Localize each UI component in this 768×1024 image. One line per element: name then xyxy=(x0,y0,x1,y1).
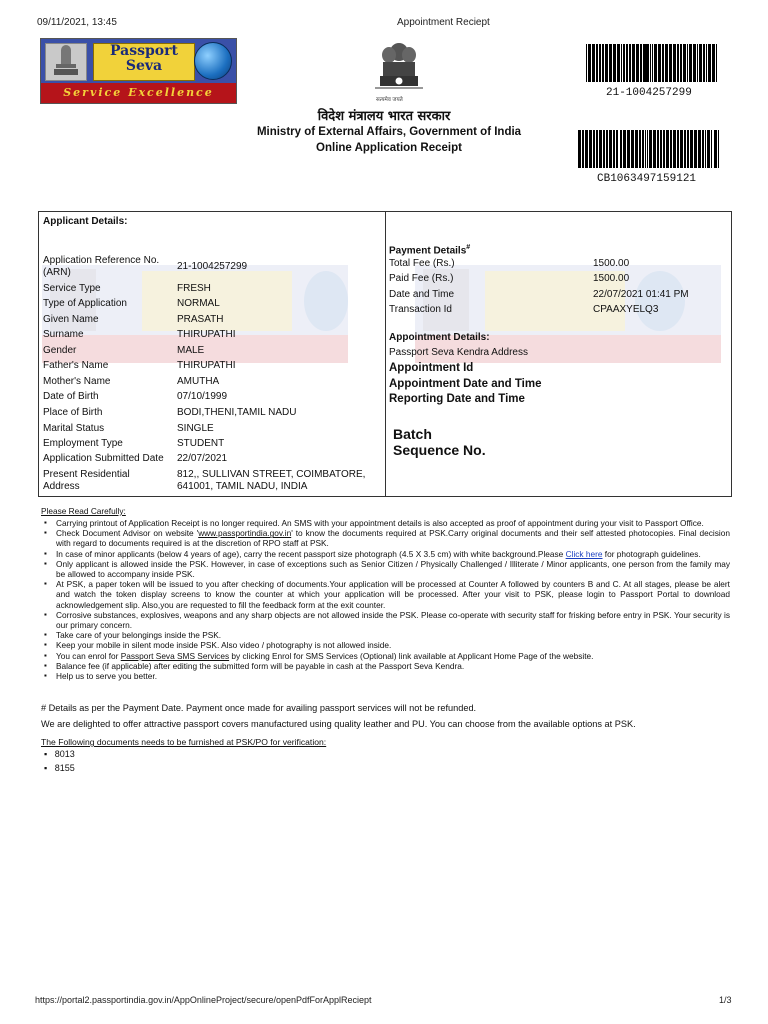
barcode-bar xyxy=(631,130,634,168)
documents-heading: The Following documents needs to be furnished at PSK/PO for verification: xyxy=(41,737,327,747)
value-submitted-date: 22/07/2021 xyxy=(177,453,228,464)
barcode-bar xyxy=(693,44,696,82)
barcode-bar xyxy=(712,44,715,82)
barcode-bar xyxy=(588,44,591,82)
barcode-bar xyxy=(673,44,676,82)
barcode-bar xyxy=(714,130,717,168)
value-paid-fee: 1500.00 xyxy=(593,273,630,284)
barcode-bar xyxy=(645,130,646,168)
barcode-bar xyxy=(697,44,698,82)
barcode-bar xyxy=(606,130,608,168)
label-mothers-name: Mother's Name xyxy=(43,376,111,387)
barcode-bar xyxy=(632,44,635,82)
barcode-bar xyxy=(699,44,702,82)
value-marital-status: SINGLE xyxy=(177,423,214,434)
label-fathers-name: Father's Name xyxy=(43,360,109,371)
applicant-details-heading: Applicant Details: xyxy=(43,216,128,227)
barcode-bar xyxy=(640,44,642,82)
barcode-bar xyxy=(657,130,659,168)
barcode-bar xyxy=(669,44,672,82)
value-fathers-name: THIRUPATHI xyxy=(177,360,236,371)
barcode-bar xyxy=(711,130,712,168)
notes-list xyxy=(40,518,730,681)
label-sequence-no: Sequence No. xyxy=(393,442,486,458)
barcode-bar xyxy=(621,44,622,82)
barcode-bar xyxy=(623,130,626,168)
note-item: ▪ Keep your mobile in silent mode inside PSK. Also video / photography is not allowed inside. xyxy=(40,640,730,650)
barcode-bar xyxy=(684,130,686,168)
barcode-bar xyxy=(662,44,664,82)
label-place-of-birth: Place of Birth xyxy=(43,407,103,418)
table-divider xyxy=(385,212,386,497)
barcode-bar xyxy=(658,44,661,82)
note-item: ▪ You can enrol for Passport Seva SMS Services by clicking Enrol for SMS Services (Optional) link available at Applicant Home Page of the website. xyxy=(40,651,730,661)
barcode-bar xyxy=(666,130,669,168)
note-item: ▪ Take care of your belongings inside the PSK. xyxy=(40,630,730,640)
value-date-of-birth: 07/10/1999 xyxy=(177,391,228,402)
label-transaction-id: Transaction Id xyxy=(389,304,452,315)
label-batch: Batch xyxy=(393,426,432,442)
sms-services-link[interactable]: Passport Seva SMS Services xyxy=(120,650,230,661)
barcode-bar xyxy=(690,130,693,168)
label-appointment-date-time: Appointment Date and Time xyxy=(389,378,542,390)
ministry-title: Ministry of External Affairs, Government of India xyxy=(256,126,522,138)
barcode-bar xyxy=(617,44,620,82)
logo-tagline: Service Excellence xyxy=(63,86,214,99)
label-submitted-date: Application Submitted Date xyxy=(43,453,164,464)
value-employment-type: STUDENT xyxy=(177,438,225,449)
barcode-bar xyxy=(623,44,625,82)
barcode-bar xyxy=(613,44,616,82)
barcode-bar xyxy=(613,130,615,168)
note-item: ▪ At PSK, a paper token will be issued to you after checking of documents.Your application will be processed at Counter A followed by counters B and C. At all stages, please be alert and watch the token display screens to know the counter at which your application will be processed. After your visit to PSK, please login to Passport Portal to download acknowledgement slip. Also,you are requested to fill the feedback form at the exit counter. xyxy=(40,579,730,610)
barcode-bar xyxy=(635,130,638,168)
barcode-bar xyxy=(718,130,719,168)
label-total-fee: Total Fee (Rs.) xyxy=(389,258,455,269)
barcode-bar xyxy=(609,130,612,168)
label-appointment-id: Appointment Id xyxy=(389,362,474,374)
barcode-bar xyxy=(665,44,668,82)
barcode-bar xyxy=(652,44,653,82)
value-surname: THIRUPATHI xyxy=(177,329,236,340)
barcode-bar xyxy=(620,130,622,168)
barcode-bar xyxy=(660,130,662,168)
cb-barcode xyxy=(576,130,722,168)
label-date-of-birth: Date of Birth xyxy=(43,391,99,402)
barcode-bar xyxy=(706,44,707,82)
barcode-bar xyxy=(646,44,649,82)
value-place-of-birth: BODI,THENI,TAMIL NADU xyxy=(177,407,297,418)
barcode-bar xyxy=(687,130,689,168)
payment-details-heading: Payment Details# xyxy=(389,244,471,257)
emblem-icon xyxy=(45,43,87,81)
note-item: ▪ Check Document Advisor on website 'www.passportindia.gov.in' to know the documents required at PSK.Carry original documents and their self attested photocopies. Final decision with regard to documents required is at the discretion of RPO staff at PSK. xyxy=(40,528,730,548)
label-service-type: Service Type xyxy=(43,283,101,294)
arn-barcode xyxy=(584,44,720,82)
logo-line1: Passport xyxy=(110,43,178,59)
label-given-name: Given Name xyxy=(43,314,99,325)
barcode-bar xyxy=(605,44,608,82)
barcode-bar xyxy=(602,44,604,82)
print-title: Appointment Reciept xyxy=(397,17,490,28)
barcode-bar xyxy=(592,44,595,82)
barcode-bar xyxy=(627,130,630,168)
notes-heading: Please Read Carefully: xyxy=(41,506,126,516)
barcode-bar xyxy=(599,44,601,82)
website-link[interactable]: www.passportindia.gov.in xyxy=(198,528,292,539)
barcode-bar xyxy=(677,44,679,82)
receipt-subtitle: Online Application Receipt xyxy=(316,142,462,154)
barcode-bar xyxy=(643,44,646,82)
barcode-bar xyxy=(705,130,706,168)
barcode-bar xyxy=(639,130,641,168)
barcode-bar xyxy=(626,44,628,82)
barcode-bar xyxy=(649,130,652,168)
payment-date-note: # Details as per the Payment Date. Payment once made for availing passport services will not be refunded. xyxy=(41,703,477,713)
note-item: ▪ Balance fee (if applicable) after editing the submitted form will be payable in cash at the Passport Seva Kendra. xyxy=(40,661,730,671)
value-type-of-application: NORMAL xyxy=(177,298,220,309)
barcode-bar xyxy=(689,44,692,82)
page-number: 1/3 xyxy=(719,995,732,1005)
barcode-bar xyxy=(585,130,588,168)
barcode-bar xyxy=(670,130,672,168)
barcode-bar xyxy=(599,130,602,168)
hindi-title: विदेश मंत्रालय भारत सरकार xyxy=(317,109,451,124)
value-payment-date-time: 22/07/2021 01:41 PM xyxy=(593,289,689,300)
note-item: ▪ In case of minor applicants (below 4 years of age), carry the recent passport size photograph (4.5 X 3.5 cm) with white background.Please Click here for photograph guidelines. xyxy=(40,549,730,559)
label-gender: Gender xyxy=(43,345,77,356)
page-url: https://portal2.passportindia.gov.in/AppOnlineProject/secure/openPdfForApplReciept xyxy=(35,995,372,1005)
barcode-bar xyxy=(663,130,665,168)
cb-barcode-text: CB1063497159121 xyxy=(597,173,697,185)
label-arn: Application Reference No. (ARN) xyxy=(43,255,160,278)
label-psk-address: Passport Seva Kendra Address xyxy=(389,347,528,358)
value-total-fee: 1500.00 xyxy=(593,258,630,269)
barcode-bar xyxy=(629,44,631,82)
print-datetime: 09/11/2021, 13:45 xyxy=(37,17,117,28)
barcode-bar xyxy=(708,44,711,82)
barcode-bar xyxy=(647,130,648,168)
barcode-bar xyxy=(586,44,587,82)
value-transaction-id: CPAAXYELQ3 xyxy=(593,304,659,315)
barcode-bar xyxy=(680,130,683,168)
barcode-bar xyxy=(596,44,598,82)
barcode-bar xyxy=(654,44,657,82)
barcode-bar xyxy=(673,130,676,168)
passport-seva-logo xyxy=(40,38,237,104)
appointment-details-heading: Appointment Details: xyxy=(389,332,490,343)
label-surname: Surname xyxy=(43,329,84,340)
barcode-bar xyxy=(687,44,688,82)
barcode-bar xyxy=(698,130,701,168)
barcode-bar xyxy=(683,44,686,82)
note-item: ▪ Corrosive substances, explosives, weapons and any sharp objects are not allowed inside the PSK. Please co-operate with security staff for frisking before entry in PSK. Your security is our primary concern. xyxy=(40,610,730,630)
note-item: ▪ Carrying printout of Application Receipt is no longer required. An SMS with your appointment details is also accepted as proof of appointment during your visit to Passport Office. xyxy=(40,518,730,528)
label-residential-address: Present Residential Address xyxy=(43,469,130,492)
barcode-bar xyxy=(716,44,717,82)
value-arn: 21-1004257299 xyxy=(177,261,248,272)
barcode-bar xyxy=(650,44,651,82)
document-item: ▪ 8013 xyxy=(44,749,75,759)
value-gender: MALE xyxy=(177,345,205,356)
label-reporting-date-time: Reporting Date and Time xyxy=(389,393,525,405)
arn-barcode-text: 21-1004257299 xyxy=(606,87,692,99)
emblem-caption: सत्यमेव जयते xyxy=(376,97,403,103)
barcode-bar xyxy=(616,130,618,168)
document-item: ▪ 8155 xyxy=(44,763,75,773)
value-given-name: PRASATH xyxy=(177,314,224,325)
barcode-bar xyxy=(603,130,605,168)
label-employment-type: Employment Type xyxy=(43,438,123,449)
barcode-bar xyxy=(596,130,598,168)
barcode-bar xyxy=(642,130,644,168)
barcode-bar xyxy=(707,130,710,168)
barcode-bar xyxy=(609,44,612,82)
globe-icon xyxy=(194,42,232,80)
note-item: ▪ Only applicant is allowed inside the PSK. However, in case of exceptions such as Senior Citizen / Physically Challenged / Illiterate / Minor applicants, one person from the family may be allowed to accompany inside PSK. xyxy=(40,559,730,579)
barcode-bar xyxy=(703,44,705,82)
click-here-link[interactable]: Click here xyxy=(565,548,603,559)
barcode-bar xyxy=(680,44,682,82)
label-marital-status: Marital Status xyxy=(43,423,105,434)
barcode-bar xyxy=(589,130,592,168)
logo-line2: Seva xyxy=(125,58,163,74)
barcode-bar xyxy=(593,130,595,168)
barcode-bar xyxy=(578,130,581,168)
barcode-bar xyxy=(582,130,584,168)
barcode-bar xyxy=(636,44,639,82)
label-payment-date-time: Date and Time xyxy=(389,289,455,300)
barcode-bar xyxy=(702,130,704,168)
value-residential-address: 812,, SULLIVAN STREET, COIMBATORE, 641001, TAMIL NADU, INDIA xyxy=(177,469,366,492)
note-item: ▪ Help us to serve you better. xyxy=(40,671,730,681)
passport-covers-note: We are delighted to offer attractive passport covers manufactured using quality leather and PU. You can choose from the available options at PSK. xyxy=(41,719,636,729)
barcode-bar xyxy=(694,130,697,168)
value-mothers-name: AMUTHA xyxy=(177,376,220,387)
label-paid-fee: Paid Fee (Rs.) xyxy=(389,273,454,284)
value-service-type: FRESH xyxy=(177,283,211,294)
barcode-bar xyxy=(677,130,679,168)
barcode-bar xyxy=(653,130,656,168)
label-type-of-application: Type of Application xyxy=(43,298,127,309)
